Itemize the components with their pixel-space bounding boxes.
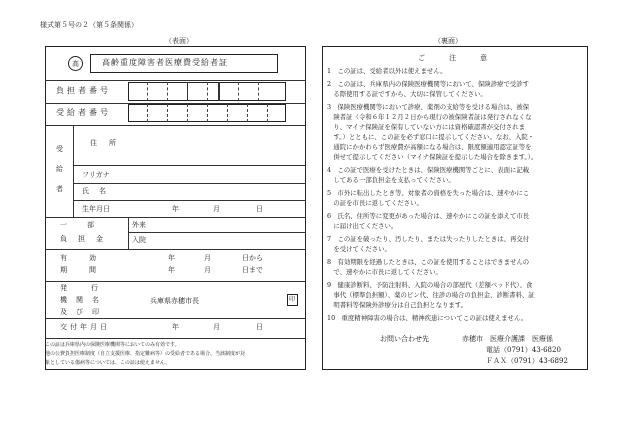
valid-period-label-top: 有効 <box>60 254 118 262</box>
contact-prefix: お問い合わせ先 <box>380 335 429 343</box>
notice-line: 明書料等保険外診療分は自己負担となります。 <box>327 301 468 309</box>
notice-heading: ご注意 <box>418 54 511 62</box>
back-side-label: （裏面） <box>434 37 462 45</box>
notice-line: 5 市外に転出したとき等、対象者の資格を失った場合は、速やかにこ <box>327 189 530 197</box>
issue-day-unit: 日 <box>256 323 263 331</box>
recipient-number-label: 受給者番号 <box>56 108 111 117</box>
furigana-label: フリガナ <box>82 171 110 179</box>
inpatient-label: 入院 <box>132 236 146 244</box>
birth-day-unit: 日 <box>256 205 263 213</box>
recipient-char-3: 者 <box>56 185 63 193</box>
notice-line: 併せて提示してください（マイナ保険証を提示した場合を除きます。）。 <box>327 153 538 161</box>
issuer-name: 兵庫県赤穂市長 <box>150 297 199 305</box>
notice-line: で、速やかに市長に返してください。 <box>327 268 442 276</box>
notice-line: 7 この証を破ったり、汚したり、または失ったりしたときは、再交付 <box>327 235 530 243</box>
notice-line: の証を市長に返してください。 <box>327 199 423 207</box>
notice-line: に届け出てください。 <box>327 222 398 230</box>
card-title: 高齢重度障害者医療費受給者証 <box>102 58 228 67</box>
valid-to-month: 月 <box>204 266 211 274</box>
form-number: 様式第５号の２（第５条関係） <box>40 21 138 29</box>
name-label: 氏名 <box>82 187 116 195</box>
notice-line: す。）とともに、この証を必ず窓口に提示してください。なお、入院・ <box>327 133 535 141</box>
notice-line: 6 氏名、住所等に変更があった場合は、速やかにこの証を添えて市長 <box>327 212 530 220</box>
notice-line: 9 健康診断料、予防注射料、入院の場合の部屋代（差額ベッド代）、食 <box>327 281 533 289</box>
valid-period-label-bottom: 期間 <box>60 266 118 274</box>
issue-year-unit: 年 <box>172 323 179 331</box>
footnote-3: 象としている傷病等については、この証は使えません。 <box>45 360 171 366</box>
address-label: 住所 <box>90 139 128 147</box>
seal-stamp-icon: 高 <box>68 56 83 71</box>
issuer-label-3: 及び印 <box>60 308 108 316</box>
valid-to-year: 年 <box>168 266 175 274</box>
valid-from-day: 日から <box>242 254 263 262</box>
birth-month-unit: 月 <box>213 205 220 213</box>
notice-line: 8 有効期限を経過したときは、この証を使用することはできませんの <box>327 258 530 266</box>
partial-burden-label-top: 一部 <box>60 221 114 229</box>
birth-year-unit: 年 <box>172 205 179 213</box>
recipient-char-1: 受 <box>56 145 63 153</box>
issue-month-unit: 月 <box>213 323 220 331</box>
outpatient-label: 外来 <box>132 221 146 229</box>
notice-line: り、マイナ保険証を保有していない方には資格確認書が交付されま <box>327 123 525 131</box>
footnote-1: この証は兵庫県内の保険医療機関等においてのみ有効です。 <box>45 342 180 348</box>
notice-line: る際使用する証ですから、大切に保管してください。 <box>327 90 487 98</box>
footnote-2: 他の公費負担医療制度（自立支援医療、指定難病等）の受給者である場合、当該制度が対 <box>45 351 246 357</box>
notice-line: 2 この証は、兵庫県内の保険医療機関等において、保険診療で受診す <box>327 80 530 88</box>
notice-line: 1 この証は、受給者以外は使えません。 <box>327 67 447 75</box>
payer-number-label: 負担者番号 <box>56 86 111 95</box>
notice-line: 通院にかかわらず医療費が高額になる場合は、限度額適用認定証等を <box>327 143 532 151</box>
birth-date-label: 生年月日 <box>82 205 110 213</box>
partial-burden-label-bottom: 負担金 <box>60 235 114 243</box>
contact-org: 赤穂市 医療介護課 医療係 <box>462 335 553 343</box>
issue-date-label: 交付年月日 <box>60 323 110 331</box>
notice-line: 3 保険医療機関等において診療、薬剤の支給等を受ける場合は、被保 <box>327 103 530 111</box>
notice-line: 険者証（令和６年１２月２日から現行の被保険者証は発行されなくな <box>327 113 532 121</box>
issuer-label-1: 発行 <box>60 284 122 292</box>
issuer-label-2: 機関名 <box>60 296 108 304</box>
notice-line: してある一部負担金を支払ってください。 <box>327 176 455 184</box>
valid-from-year: 年 <box>168 254 175 262</box>
notice-line: 4 この証で医療を受けたときは、保険医療機関等ごとに、表面に記載 <box>327 166 530 174</box>
issuer-seal: 印 <box>289 296 296 303</box>
valid-from-month: 月 <box>204 254 211 262</box>
notice-line: を受けてください。 <box>327 245 391 253</box>
contact-tel: 電話（0791）43-6820 <box>486 346 561 354</box>
valid-to-day: 日まで <box>242 266 263 274</box>
notice-line: 10 重度精神障害の場合は、精神疾患についてこの証は使えません。 <box>327 314 528 322</box>
front-side-label: （表面） <box>165 37 193 45</box>
notice-line: 事代（標準負担額）、薬のビン代、往診の場合の負担金、診断書料、証 <box>327 291 535 299</box>
contact-fax: ＦＡＸ（0791）43-6892 <box>486 357 568 365</box>
recipient-char-2: 給 <box>56 165 63 173</box>
